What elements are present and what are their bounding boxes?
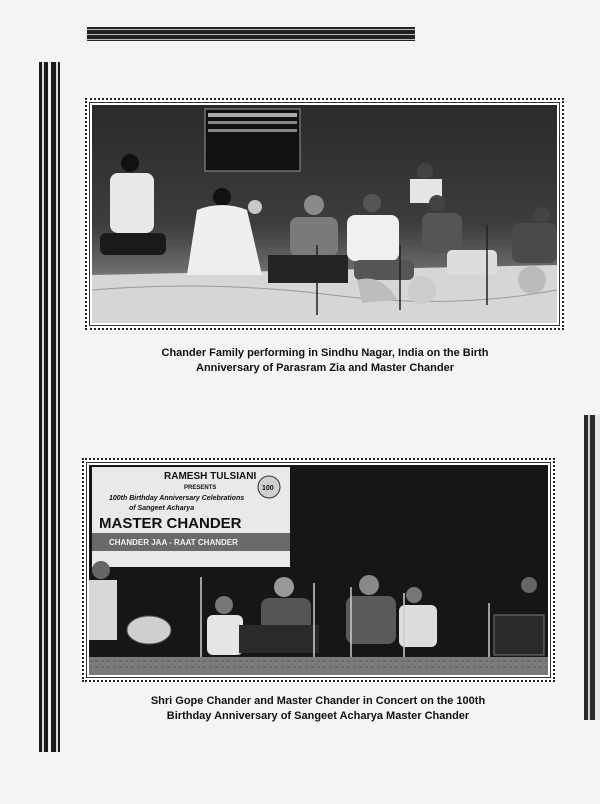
photo-2-caption-line-1: Shri Gope Chander and Master Chander in Concert on the 100th: [150, 695, 486, 707]
photo-2-caption-line-2: Birthday Anniversary of Sangeet Acharya Master Chander: [166, 710, 470, 722]
banner-line-3: 100th Birthday Anniversary Celebrations: [109, 495, 245, 502]
banner-badge: 100: [262, 485, 274, 492]
photo-1-frame: [85, 98, 564, 330]
banner-line-1: RAMESH TULSIANI: [164, 471, 257, 482]
photo-1-caption-line-1: Chander Family performing in Sindhu Nagar, India on the Birth: [161, 347, 489, 359]
decorative-top-bar: [87, 27, 415, 41]
photo-2-concert-100th-anniversary: [89, 465, 548, 675]
photo-1-concert-sindhu-nagar: [92, 105, 557, 323]
decorative-right-bar: [584, 415, 600, 720]
banner-line-4: of Sangeet Acharya: [129, 505, 195, 512]
decorative-left-bar: [39, 62, 60, 752]
photo-1-caption-line-2: Anniversary of Parasram Zia and Master Chander: [196, 362, 454, 374]
photo-1-caption: [140, 346, 510, 376]
photo-2-caption: [128, 694, 508, 724]
banner-line-2: PRESENTS: [184, 485, 217, 491]
banner-line-6: CHANDER JAA - RAAT CHANDER: [109, 538, 238, 547]
banner-line-5: MASTER CHANDER: [99, 515, 242, 532]
photo-2-frame: [82, 458, 555, 682]
